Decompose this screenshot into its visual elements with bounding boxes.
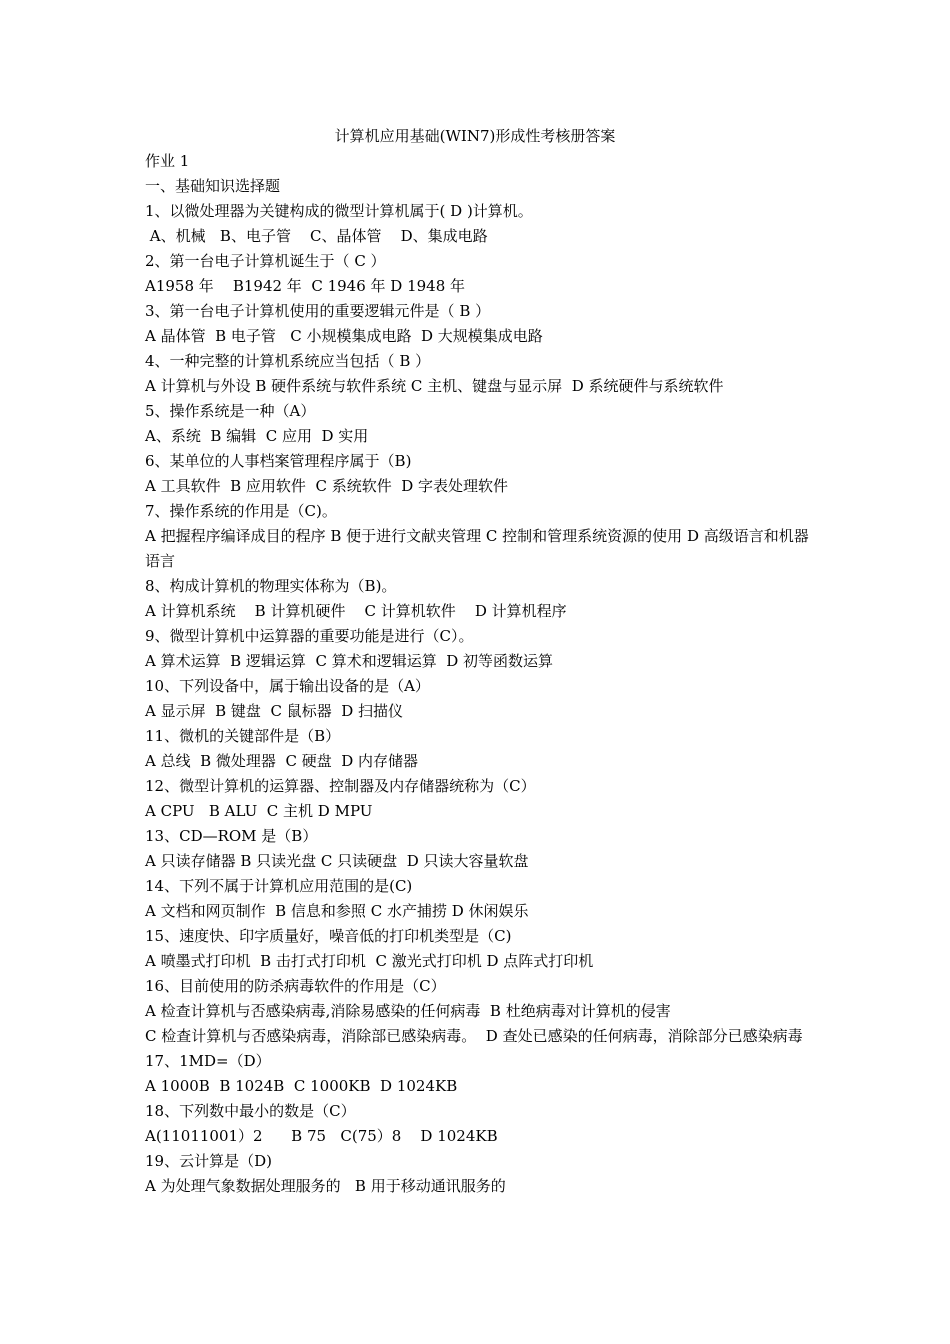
document-title: 计算机应用基础(WIN7)形成性考核册答案	[334, 127, 616, 145]
text-line: A、系统 B 编辑 C 应用 D 实用	[145, 427, 369, 445]
text-line: 7、操作系统的作用是（C)。	[145, 502, 337, 520]
text-line: 11、微机的关键部件是（B）	[145, 727, 341, 745]
text-line: 1、以微处理器为关键构成的微型计算机属于( D )计算机。	[145, 202, 533, 220]
text-line: A 检查计算机与否感染病毒,消除易感染的任何病毒 B 杜绝病毒对计算机的侵害	[145, 1002, 671, 1020]
text-line: A、机械 B、电子管 C、晶体管 D、集成电路	[145, 227, 488, 245]
text-line: A 文档和网页制作 B 信息和参照 C 水产捕捞 D 休闲娱乐	[145, 902, 529, 920]
text-line: 19、云计算是（D)	[145, 1152, 272, 1170]
text-line: A CPU B ALU C 主机 D MPU	[145, 802, 373, 820]
text-line: A 计算机系统 B 计算机硬件 C 计算机软件 D 计算机程序	[145, 602, 567, 620]
text-line: A 晶体管 B 电子管 C 小规模集成电路 D 大规模集成电路	[145, 327, 543, 345]
text-line: 8、构成计算机的物理实体称为（B)。	[145, 577, 397, 595]
text-line: A 显示屏 B 键盘 C 鼠标器 D 扫描仪	[145, 702, 404, 720]
text-line: 作业 1	[145, 152, 190, 170]
text-line: 12、微型计算机的运算器、控制器及内存储器统称为（C）	[145, 777, 536, 795]
text-line: 6、某单位的人事档案管理程序属于（B)	[145, 452, 412, 470]
document-text	[145, 149, 815, 1199]
text-line: A 算术运算 B 逻辑运算 C 算术和逻辑运算 D 初等函数运算	[145, 652, 554, 670]
text-line: 16、目前使用的防杀病毒软件的作用是（C）	[145, 977, 446, 995]
text-line: A 只读存储器 B 只读光盘 C 只读硬盘 D 只读大容量软盘	[145, 852, 529, 870]
text-line: A 工具软件 B 应用软件 C 系统软件 D 字表处理软件	[145, 477, 509, 495]
text-line: 17、1MD=（D）	[145, 1052, 271, 1070]
text-line: 3、第一台电子计算机使用的重要逻辑元件是（ B ）	[145, 302, 491, 320]
text-line: 9、微型计算机中运算器的重要功能是进行（C）。	[145, 627, 474, 645]
text-line: 一、基础知识选择题	[145, 177, 281, 195]
text-line: A(11011001）2 B 75 C(75）8 D 1024KB	[145, 1127, 498, 1145]
text-line: A 总线 B 微处理器 C 硬盘 D 内存储器	[145, 752, 419, 770]
text-line: C 检查计算机与否感染病毒，消除部已感染病毒。 D 查处已感染的任何病毒，消除部分已感染病毒	[145, 1027, 803, 1045]
text-line: 15、速度快、印字质量好，噪音低的打印机类型是（C)	[145, 927, 512, 945]
text-line: A 计算机与外设 B 硬件系统与软件系统 C 主机、键盘与显示屏 D 系统硬件与系统软件	[145, 377, 724, 395]
text-line: 10、下列设备中，属于输出设备的是（A）	[145, 677, 430, 695]
text-line: 18、下列数中最小的数是（C）	[145, 1102, 356, 1120]
document-body	[145, 124, 815, 1199]
text-line: 4、一种完整的计算机系统应当包括（ B ）	[145, 352, 431, 370]
text-line: A 1000B B 1024B C 1000KB D 1024KB	[145, 1077, 458, 1095]
text-line: A 喷墨式打印机 B 击打式打印机 C 激光式打印机 D 点阵式打印机	[145, 952, 594, 970]
text-line: 2、第一台电子计算机诞生于（ C ）	[145, 252, 386, 270]
text-line: A1958 年 B1942 年 C 1946 年 D 1948 年	[145, 277, 466, 295]
text-line: 14、下列不属于计算机应用范围的是(C)	[145, 877, 413, 895]
text-line: A 为处理气象数据处理服务的 B 用于移动通讯服务的	[145, 1177, 506, 1195]
text-line: 13、CD—ROM 是（B）	[145, 827, 318, 845]
text-line: A 把握程序编译成目的程序 B 便于进行文献夹管理 C 控制和管理系统资源的使用 D 高级语言和机器语言	[145, 527, 809, 570]
text-line: 5、操作系统是一种（A）	[145, 402, 316, 420]
